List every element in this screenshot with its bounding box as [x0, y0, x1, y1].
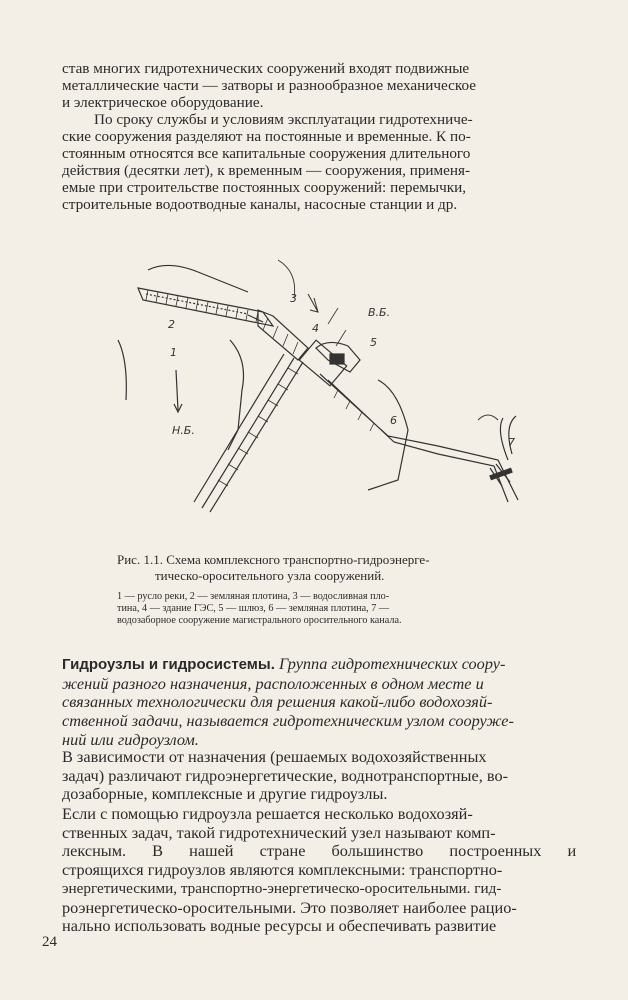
label-6: 6: [390, 414, 397, 427]
text-line: Если с помощью гидроузла решается несколько водохозяй-: [62, 804, 473, 823]
paragraph-movable-parts: [62, 60, 592, 111]
caption-line: Рис. 1.1. Схема комплексного транспортно-гидроэнерге-: [117, 552, 430, 567]
label-1: 1: [170, 346, 177, 359]
text-line: стоянным относятся все капитальные сооружения длительного: [62, 145, 471, 162]
text-line: В зависимости от назначения (решаемых водохозяйственных: [62, 747, 487, 766]
text-line: емые при строительстве постоянных сооружений: перемычки,: [62, 179, 467, 196]
text-line: строительные водоотводные каналы, насосные станции и др.: [62, 196, 458, 213]
definition-line: ний или гидроузлом.: [62, 729, 199, 749]
text-line: роэнергетическо-оросительными. Это позволяет наиболее рацио-: [62, 897, 517, 917]
text-line: став многих гидротехнических сооружений входят подвижные: [62, 60, 470, 77]
legend-line: 1 — русло реки, 2 — земляная плотина, 3 — водосливная пло-: [117, 591, 390, 602]
text-line: нально использовать водные ресурсы и обеспечивать развитие: [62, 916, 497, 936]
text-line: металлические части — затворы и разнообразное механическое: [62, 77, 477, 94]
legend-line: водозаборное сооружение магистрального оросительного канала.: [117, 615, 402, 626]
label-3: 3: [290, 292, 297, 305]
paragraph-types: [62, 748, 592, 804]
flow-arrow: [174, 370, 182, 412]
figure-caption: [117, 552, 537, 584]
dam-2-outline: [138, 288, 273, 326]
definition-line: жений разного назначения, расположенных в одном месте и: [62, 673, 484, 693]
label-nb: Н.Б.: [172, 424, 195, 437]
section-heading: Гидроузлы и гидросистемы.: [62, 656, 275, 673]
hydro-scheme-figure: [98, 250, 538, 530]
text-line: По сроку службы и условиям эксплуатации гидротехниче-: [94, 111, 473, 128]
paragraph-complex: [62, 805, 592, 936]
definition-text: Группа гидротехнических соору-: [274, 654, 506, 673]
text-line: и электрическое оборудование.: [62, 94, 264, 111]
definition-line: ственной задачи, называется гидротехническим узлом сооруже-: [62, 711, 514, 731]
earth-dam-left: [194, 354, 303, 512]
caption-line: тическо-оросительного узла сооружений.: [155, 568, 385, 583]
river-1-bank: [118, 340, 126, 400]
label-4: 4: [312, 322, 319, 335]
text-line: энергетическими, транспортно-энергетическо-оросительными. гид-: [62, 879, 502, 897]
text-line: задач) различают гидроэнергетические, воднотранспортные, во-: [62, 765, 509, 785]
label-5: 5: [370, 336, 377, 349]
label-vb: В.Б.: [368, 306, 391, 319]
section-definition: [62, 655, 592, 750]
text-line: ские сооружения разделяют на постоянные и временные. К по-: [62, 128, 471, 145]
figure-legend: [117, 591, 537, 627]
label-7: 7: [508, 436, 515, 449]
upper-bank-line: [148, 265, 248, 292]
spillway-dam-3: [258, 310, 308, 360]
page-number: 24: [42, 934, 57, 950]
text-line: действия (десятки лет), к временным — сооружения, применя-: [62, 162, 471, 179]
text-line: строящихся гидроузлов являются комплексными: транспортно-: [62, 860, 503, 880]
earth-dam-6: [320, 374, 438, 454]
text-line: дозаборные, комплексные и другие гидроузлы.: [62, 784, 388, 804]
legend-line: тина, 4 — здание ГЭС, 5 — шлюз, 6 — земляная плотина, 7 —: [117, 603, 390, 614]
definition-line: связанных технологически для решения какой-либо водохозяй-: [62, 692, 493, 712]
paragraph-service-life: [62, 111, 592, 213]
text-line: ственных задач, такой гидротехнический узел называют комп-: [62, 822, 496, 842]
text-line: лексным. В нашей стране большинство построенных и: [62, 841, 577, 861]
label-2: 2: [168, 318, 175, 331]
